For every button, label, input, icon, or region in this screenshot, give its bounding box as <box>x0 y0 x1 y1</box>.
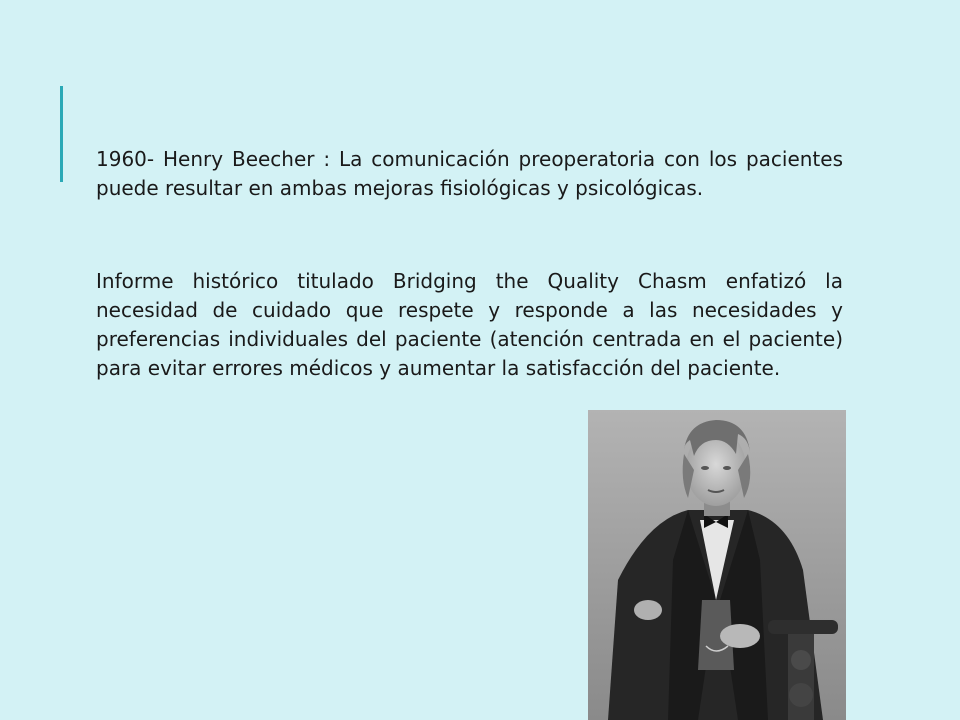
accent-bar <box>60 86 63 182</box>
paragraph-quality-chasm: Informe histórico titulado Bridging the Quality Chasm enfatizó la necesidad de cuidado que respete y responde a las necesidades y preferencias individuales del paciente (atención centrada en el paciente) para evitar errores médicos y aumentar la satisfacción del paciente. <box>96 269 843 380</box>
portrait-photo <box>588 410 846 720</box>
paragraph-beecher: 1960- Henry Beecher : La comunicación preoperatoria con los pacientes puede resultar en ambas mejoras fisiológicas y psicológicas. <box>96 147 843 200</box>
portrait-photo-icon <box>588 410 846 720</box>
